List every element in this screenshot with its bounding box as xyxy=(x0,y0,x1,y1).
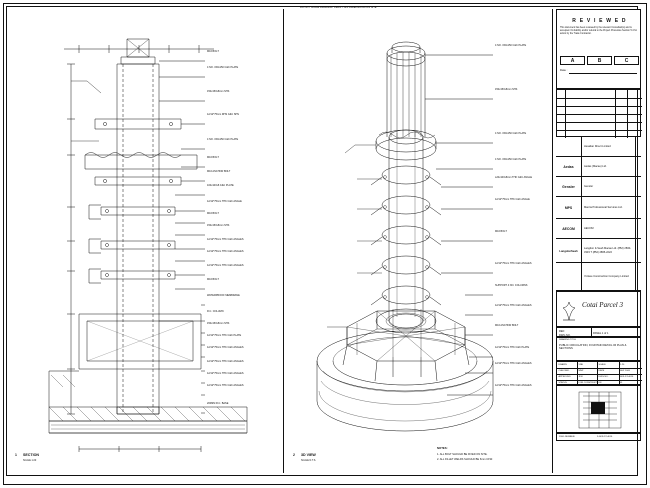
consultant-row-2 xyxy=(556,177,641,197)
consultant-row-5 xyxy=(556,239,641,263)
section-view-badge: 1 xyxy=(15,453,17,457)
consultant-logo-6 xyxy=(556,263,582,290)
drawing-ref-row xyxy=(556,327,641,337)
approval-grid xyxy=(556,361,641,385)
consultant-sign-box-4[interactable] xyxy=(635,219,641,238)
callout-right-12: 12/12*75mm THK C&C ANGLES xyxy=(495,362,532,365)
file-label: DWG NUMBER: xyxy=(559,436,576,438)
view-section-panel xyxy=(9,9,284,473)
callout-right-6: M16 BOLT xyxy=(495,230,507,233)
ref-label: REF: xyxy=(559,329,565,333)
callout-left-0: M16 BOLT xyxy=(207,50,219,53)
callout-right-5: 12/12*75mm THK C&C ANGLE xyxy=(495,198,530,201)
iso-view-scale: SCALE N.T.S. xyxy=(301,459,317,462)
approved-label: APPROVED xyxy=(558,375,571,378)
consultant-name-6: Yonkee Construction Company Limited xyxy=(584,274,629,278)
callout-left-12: 12/12*75mm THK C&C ANGLES xyxy=(207,250,244,253)
checked-label: CHECKED xyxy=(558,369,570,372)
callout-right-9: 12/12*75mm THK C&C ANGLES xyxy=(495,304,532,307)
ref-value: DWG NO. xyxy=(559,333,571,337)
file-row xyxy=(556,433,641,441)
consultant-logo-3: MPS xyxy=(556,197,582,218)
callout-left-15: WATERPROOF MEMBRANE xyxy=(207,294,240,297)
client-logo-box xyxy=(556,291,641,327)
drawing-title-label: DRAWING TITLE xyxy=(559,339,577,341)
note-item-0: 1. ALL BOLT SHOULD BE FIXED ON SITE. xyxy=(437,453,488,456)
consultant-logo-1: Aedas xyxy=(556,157,582,176)
consultant-name-0: Hesalian Direct Limited xyxy=(584,144,611,148)
callout-left-10: 150x150x8mm SHS xyxy=(207,224,230,227)
callout-right-1: 150x150x8mm SHS xyxy=(495,88,518,91)
callout-left-2: 150x150x8mm SHS xyxy=(207,90,230,93)
section-view-scale: SCALE 1:20 xyxy=(23,459,37,462)
callout-left-9: M16 BOLT xyxy=(207,212,219,215)
consultant-logo-4: AECOM xyxy=(556,219,582,238)
callout-left-14: M16 BOLT xyxy=(207,278,219,281)
drawing-title-value: PUBLIC CIRCULATION, FOUNTAIN DETAIL 06 PLAN & SECTIONS xyxy=(559,344,627,351)
consultant-sign-box-1[interactable] xyxy=(635,157,641,176)
consultant-sign-box-0[interactable] xyxy=(635,137,641,156)
callout-left-21: 12/12*75mm THK C&C ANGLES xyxy=(207,372,244,375)
callout-left-23: 200MM R.C. BASE xyxy=(207,402,229,405)
callout-left-4: 4 NO. 150x150 C&C PLATE xyxy=(207,138,239,141)
dwg-no-label: DWG NO. xyxy=(598,375,609,378)
callout-right-7: 12/12*75mm THK C&C ANGLES xyxy=(495,262,532,265)
callout-right-8: SUPPORT 4 NO. COLUMNS xyxy=(495,284,528,287)
consultant-logo-5: LangdonSeah xyxy=(556,239,582,262)
callout-left-3: 12/12*75mm RHS C&C SHS xyxy=(207,113,239,116)
consultant-logo-0 xyxy=(556,137,582,156)
consultant-sign-box-2[interactable] xyxy=(635,177,641,196)
consultant-row-6 xyxy=(556,263,641,291)
rev-value: 01 xyxy=(620,381,623,384)
review-stamp xyxy=(556,9,641,89)
callout-right-10: M16 ANCHOR BOLT xyxy=(495,324,519,327)
sheet-top-note: DO NOT SCALE DRAWING. VERIFY ALL DIMENSIONS ON SITE xyxy=(300,5,377,9)
dwg-no-value: SK3-DT-4016 xyxy=(620,375,634,378)
callout-left-13: 12/12*75mm THK C&C ANGLES xyxy=(207,264,244,267)
consultant-name-3: Marcia Professional Services Ltd. xyxy=(584,205,623,209)
callout-right-2: 4 NO. 150x150 C&C PLATE xyxy=(495,132,527,135)
consultant-row-4 xyxy=(556,219,641,239)
callout-right-11: 12/12*75mm THK C&C PLATE xyxy=(495,346,530,349)
status-label: STATUS xyxy=(558,381,567,384)
callout-left-18: 12/12*75mm THK C&C PLATE xyxy=(207,334,242,337)
stamp-date-label: Date : xyxy=(560,68,568,72)
scale-value: 1:20 xyxy=(620,363,625,366)
section-view-label: SECTION xyxy=(23,453,39,457)
scale-label: SCALE xyxy=(598,363,606,366)
consultant-sign-box-3[interactable] xyxy=(635,197,641,218)
callout-left-8: 12/12*75mm THK C&C ANGLE xyxy=(207,200,242,203)
drawing-title-box xyxy=(556,337,641,361)
consultant-name-2: Gensler xyxy=(584,184,594,188)
callout-right-13: 12/12*75mm THK C&C ANGLES xyxy=(495,384,532,387)
review-stamp-title: R E V I E W E D xyxy=(572,18,627,24)
project-name: Cotai Parcel 3 xyxy=(582,301,623,309)
consultant-name-4: AECOM xyxy=(584,226,594,230)
review-stamp-note: This document has been reviewed by the relevant Consultant(s) and is accepted. No liability and/or referral to the Project Procedure Section 5.4 for action by the Trade Contractor. xyxy=(560,27,637,35)
consultant-sign-box-6[interactable] xyxy=(635,263,641,290)
date-value: SEP 2009 xyxy=(620,369,630,372)
consultant-logo-2: Gensler xyxy=(556,177,582,196)
approved-value: JLW xyxy=(578,375,583,378)
stamp-grade-a[interactable]: A xyxy=(560,56,585,65)
panel-label: PANEL 1 of 1 xyxy=(593,331,609,335)
callout-left-16: R.C. COLUMN xyxy=(207,310,224,313)
callout-left-6: M16 ANCHOR BOLT xyxy=(207,170,231,173)
notes-title: NOTES: xyxy=(437,446,448,450)
callout-left-22: 12/12*75mm THK C&C ANGLES xyxy=(207,384,244,387)
callout-left-17: 150x150x8mm SHS xyxy=(207,322,230,325)
revision-table xyxy=(556,89,641,137)
iso-view-label: 3D VIEW xyxy=(301,453,316,457)
callout-left-7: 100x100x8 C&C PLATE xyxy=(207,184,234,187)
callout-right-0: 4 NO. 150x150 C&C PLATE xyxy=(495,44,527,47)
key-plan xyxy=(556,385,641,433)
callout-left-1: 4 NO. 150x150 C&C PLATE xyxy=(207,66,239,69)
note-item-1: 2. ALL FILLET WELDS SHOULD BE 6mm CFW. xyxy=(437,458,493,461)
drawn-value: VNE xyxy=(578,363,583,366)
consultant-name-5: Langdon & Seah Macau Ltd. (852) 2830-3333 T (852) 2865-2222 xyxy=(584,247,632,254)
callout-left-20: 12/12*75mm THK C&C ANGLES xyxy=(207,360,244,363)
isometric-drawing xyxy=(287,9,553,473)
status-value: FOR CONSTRUCTION xyxy=(578,381,602,384)
title-block xyxy=(556,9,641,473)
stamp-grade-c[interactable]: C xyxy=(614,56,639,65)
callout-right-4: L20x100x8mm THK C&C ANGLE xyxy=(495,176,533,179)
consultant-sign-box-5[interactable] xyxy=(635,239,641,262)
checked-value: MNP xyxy=(578,369,584,372)
file-value: 3-SK3-DT-4016 xyxy=(597,436,613,438)
stamp-grade-b[interactable]: B xyxy=(587,56,612,65)
view-3d-panel xyxy=(287,9,553,473)
consultant-row-0 xyxy=(556,137,641,157)
consultant-row-3 xyxy=(556,197,641,219)
drawn-label: DRAWN xyxy=(558,363,567,366)
callout-left-11: 12/12*75mm THK C&C ANGLES xyxy=(207,238,244,241)
callout-left-5: M16 BOLT xyxy=(207,156,219,159)
iso-view-badge: 2 xyxy=(293,453,295,457)
consultant-name-1: Aedas (Macau) Ltd. xyxy=(584,164,607,168)
callout-left-19: 12/12*75mm THK C&C ANGLES xyxy=(207,346,244,349)
consultant-row-1 xyxy=(556,157,641,177)
date-label: DATE xyxy=(598,369,605,372)
section-drawing xyxy=(9,9,284,473)
callout-right-3: 4 NO. 150x150 C&C PLATE xyxy=(495,158,527,161)
